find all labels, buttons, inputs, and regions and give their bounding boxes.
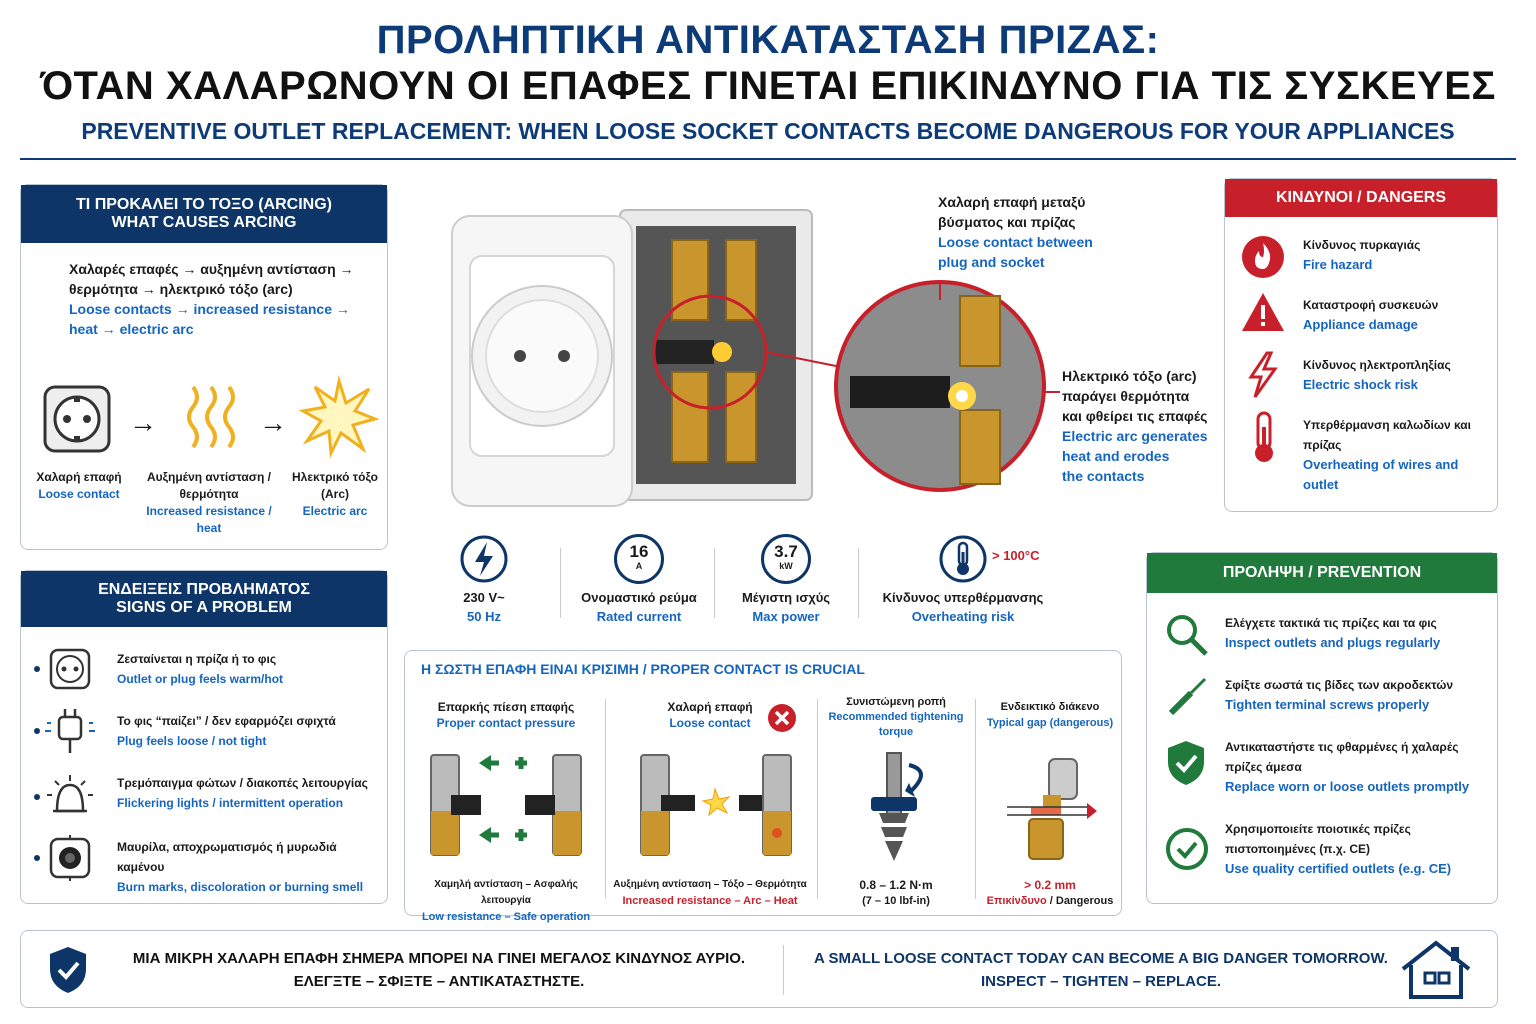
prevention-panel: [1146, 552, 1498, 904]
spec-voltage-en: 50 Hz: [467, 609, 501, 624]
sign-3-en: Flickering lights / intermittent operation: [117, 796, 344, 810]
heat-waves-icon: [181, 383, 241, 455]
prevention-head: ΠΡΟΛΗΨΗ / PREVENTION: [1222, 564, 1422, 581]
callout-arc-en-1: Electric arc generates: [1062, 428, 1208, 444]
contact-divider: [817, 699, 818, 899]
contact-col1-foot-en: Low resistance – Safe operation: [421, 911, 591, 923]
sign-1-en: Outlet or plug feels warm/hot: [117, 672, 284, 686]
danger-4-gr: Υπερθέρμανση καλωδίων και πρίζας: [1303, 418, 1471, 452]
spec-divider: [858, 548, 859, 618]
magnifier-icon: [1165, 613, 1209, 657]
prevent-1-en: Inspect outlets and plugs regularly: [1225, 635, 1441, 650]
lightning-icon: [459, 534, 509, 584]
signs-head-gr: ΕΝΔΕΙΞΕΙΣ ΠΡΟΒΛΗΜΑΤΟΣ: [98, 581, 310, 598]
signs-head-en: SIGNS OF A PROBLEM: [116, 599, 292, 616]
prevent-1-gr: Ελέγχετε τακτικά τις πρίζες και τα φις: [1225, 616, 1437, 630]
power-badge-unit: kW: [779, 561, 793, 571]
current-badge-unit: A: [635, 561, 643, 571]
footer-gr-1: ΜΙΑ ΜΙΚΡΗ ΧΑΛΑΡΗ ΕΠΑΦΗ ΣΗΜΕΡΑ ΜΠΟΡΕΙ ΝΑ ΓΙΝΕΙ ΜΕΓΑΛΟΣ ΚΙΝΔΥΝΟΣ ΑΥΡΙΟ.: [132, 950, 746, 967]
sign-2-en: Plug feels loose / not tight: [117, 734, 267, 748]
danger-3-en: Electric shock risk: [1303, 377, 1418, 392]
contact-head: Η ΣΩΣΤΗ ΕΠΑΦΗ ΕΙΝΑΙ ΚΡΙΣΙΜΗ / PROPER CONTACT IS CRUCIAL: [421, 661, 865, 677]
danger-2-en: Appliance damage: [1303, 317, 1418, 332]
power-badge-icon: [761, 534, 811, 584]
overheat-thermometer-icon: [1249, 411, 1279, 465]
loose-contact-diagram: [637, 751, 797, 859]
contact-col3-gr: Συνιστώμενη ροπή: [846, 696, 946, 708]
callout-loose-gr-1: Χαλαρή επαφή μεταξύ: [938, 194, 1086, 210]
arcing-chain-gr-1: Χαλαρές επαφές → αυξημένη αντίσταση →: [69, 261, 354, 277]
footer-gr-2: ΕΛΕΓΞΤΕ – ΣΦΙΞΤΕ – ΑΝΤΙΚΑΤΑΣΤΗΣΤΕ.: [293, 973, 585, 990]
spec-current-en: Rated current: [596, 609, 682, 624]
contact-panel: [404, 650, 1122, 923]
gap-diagram: [1003, 755, 1103, 865]
spec-power-en: Max power: [752, 609, 820, 624]
proper-contact-diagram: [427, 751, 587, 859]
plug-icon: [33, 709, 109, 753]
sign-1-gr: Ζεσταίνεται η πρίζα ή το φις: [117, 652, 277, 666]
footer-en-1: A SMALL LOOSE CONTACT TODAY CAN BECOME A BIG DANGER TOMORROW.: [814, 950, 1388, 967]
arcing-chain-gr-2: θερμότητα → ηλεκτρικό τόξο (arc): [69, 281, 293, 297]
step-3-gr: Ηλεκτρικό τόξο (Arc): [291, 470, 378, 501]
contact-col4-foot-en-2: / Dangerous: [1046, 895, 1114, 907]
arcing-head-gr: ΤΙ ΠΡΟΚΑΛΕΙ ΤΟ ΤΟΞΟ (ARCING): [76, 196, 332, 213]
house-icon: [1399, 939, 1473, 1001]
contact-col2-en: Loose contact: [669, 716, 751, 730]
contact-col4-foot-en-1: Επικίνδυνο: [986, 895, 1047, 907]
arcing-panel: [20, 184, 388, 550]
callout-loose-en-1: Loose contact between: [938, 234, 1093, 250]
spec-power-gr: Μέγιστη ισχύς: [741, 590, 831, 605]
contact-col2-foot-en: Increased resistance – Arc – Heat: [622, 895, 798, 907]
outlet-icon: [43, 385, 111, 453]
arcing-head-en: WHAT CAUSES ARCING: [111, 214, 297, 231]
spec-overheat-en: Overheating risk: [911, 609, 1015, 624]
spec-current-gr: Ονομαστικό ρεύμα: [581, 590, 697, 605]
step-1-gr: Χαλαρή επαφή: [36, 470, 122, 484]
title-greek-line-2: ΌΤΑΝ ΧΑΛΑΡΩΝΟΥΝ ΟΙ ΕΠΑΦΕΣ ΓΙΝΕΤΑΙ ΕΠΙΚΙΝΔΥΝΟ ΓΙΑ ΤΙΣ ΣΥΣΚΕΥΕΣ: [40, 64, 1496, 108]
bell-lamp-icon: [33, 771, 109, 819]
check-circle-icon: [1165, 827, 1209, 871]
step-2-gr: Αυξημένη αντίσταση / θερμότητα: [147, 470, 271, 501]
contact-col1-gr: Επαρκής πίεση επαφής: [437, 700, 575, 714]
contact-divider: [605, 699, 606, 899]
step-3-en: Electric arc: [302, 504, 368, 518]
callout-arc-en-3: the contacts: [1062, 468, 1145, 484]
callout-arc-gr-3: και φθείρει τις επαφές: [1062, 408, 1208, 424]
error-x-icon: [767, 703, 797, 733]
footer-shield-icon: [47, 945, 89, 995]
danger-1-gr: Κίνδυνος πυρκαγιάς: [1303, 238, 1421, 252]
dangers-panel: [1224, 178, 1498, 512]
prevent-2-gr: Σφίξτε σωστά τις βίδες των ακροδεκτών: [1225, 678, 1454, 692]
title-greek-line-1: ΠΡΟΛΗΠΤΙΚΗ ΑΝΤΙΚΑΤΑΣΤΑΣΗ ΠΡΙΖΑΣ:: [376, 18, 1160, 62]
burn-mark-icon: [33, 835, 109, 881]
contact-col3-foot-en: (7 – 10 lbf-in): [862, 895, 930, 907]
current-badge-icon: [614, 534, 664, 584]
contact-col3-foot-gr: 0.8 – 1.2 N·m: [859, 878, 933, 892]
step-1-en: Loose contact: [38, 487, 120, 501]
signs-outlet-icon: [33, 647, 109, 691]
signs-panel-header: [21, 571, 387, 627]
arrow-icon: →: [259, 407, 287, 438]
spec-power: [726, 534, 846, 624]
contact-col4-gr: Ενδεικτικό διάκενο: [1000, 701, 1100, 713]
sign-2-gr: Το φις “παίζει” / δεν εφαρμόζει σφιχτά: [117, 714, 336, 728]
arcing-chain-en-2: heat → electric arc: [69, 321, 194, 337]
prevent-4-gr: Χρησιμοποιείτε ποιοτικές πρίζες πιστοποιημένες (π.χ. CE): [1225, 822, 1411, 856]
danger-1-en: Fire hazard: [1303, 257, 1373, 272]
callout-arc-gr-2: παράγει θερμότητα: [1062, 388, 1190, 404]
title-english: PREVENTIVE OUTLET REPLACEMENT: WHEN LOOSE SOCKET CONTACTS BECOME DANGEROUS FOR YOUR APPLIANCES: [81, 118, 1455, 144]
arcing-panel-header: [21, 185, 387, 243]
dangers-panel-header: [1225, 179, 1497, 217]
danger-2-gr: Καταστροφή συσκευών: [1303, 298, 1439, 312]
arrow-icon: →: [129, 407, 157, 438]
callout-arc-gr-1: Ηλεκτρικό τόξο (arc): [1062, 368, 1197, 384]
dangers-head: ΚΙΝΔΥΝΟΙ / DANGERS: [1275, 189, 1447, 206]
prevention-panel-header: [1147, 553, 1497, 593]
contact-divider: [975, 699, 976, 899]
spec-divider: [560, 548, 561, 618]
callout-loose-en-2: plug and socket: [938, 254, 1045, 270]
power-badge-value: 3.7: [774, 542, 798, 561]
contact-col4-en: Typical gap (dangerous): [986, 717, 1114, 729]
contact-col2-foot-gr: Αυξημένη αντίσταση – Τόξο – Θερμότητα: [613, 879, 807, 890]
screwdriver-icon: [1165, 675, 1209, 719]
contact-col4-foot-gr: > 0.2 mm: [1024, 878, 1076, 892]
footer-banner: [20, 930, 1498, 1008]
electric-arc-icon: [301, 379, 377, 455]
spec-voltage-gr: 230 V~: [463, 590, 505, 605]
prevent-3-en: Replace worn or loose outlets promptly: [1225, 779, 1470, 794]
contact-col3-en: Recommended tightening torque: [828, 711, 964, 738]
torque-screw-diagram: [859, 751, 939, 869]
danger-4-en: Overheating of wires and outlet: [1303, 457, 1459, 492]
header-divider: [20, 158, 1516, 160]
shock-icon: [1247, 351, 1279, 399]
sign-4-en: Burn marks, discoloration or burning smell: [117, 880, 364, 894]
spec-overheat: [876, 534, 1050, 624]
prevent-2-en: Tighten terminal screws properly: [1225, 697, 1430, 712]
spec-overheat-gr: Κίνδυνος υπερθέρμανσης: [882, 590, 1044, 605]
thermometer-icon: [938, 534, 988, 584]
spec-divider: [714, 548, 715, 618]
contact-col2-gr: Χαλαρή επαφή: [667, 700, 753, 714]
signs-panel: [20, 570, 388, 904]
sign-3-gr: Τρεμόπαιγμα φώτων / διακοπές λειτουργίας: [117, 776, 368, 790]
prevent-4-en: Use quality certified outlets (e.g. CE): [1225, 861, 1452, 876]
shield-check-icon: [1165, 739, 1207, 787]
spec-current: [572, 534, 706, 624]
sign-4-gr: Μαυρίλα, αποχρωματισμός ή μυρωδιά καμένου: [117, 840, 337, 874]
footer-en-2: INSPECT – TIGHTEN – REPLACE.: [980, 973, 1222, 990]
danger-3-gr: Κίνδυνος ηλεκτροπληξίας: [1303, 358, 1451, 372]
fire-icon: [1241, 235, 1285, 279]
overheat-temp: > 100°C: [992, 548, 1040, 563]
spec-voltage: [424, 534, 544, 624]
prevent-3-gr: Αντικαταστήστε τις φθαρμένες ή χαλαρές πρίζες άμεσα: [1225, 740, 1459, 774]
arcing-chain-en-1: Loose contacts → increased resistance →: [69, 301, 350, 317]
callout-loose-gr-2: βύσματος και πρίζας: [938, 214, 1076, 230]
contact-col1-foot-gr: Χαμηλή αντίσταση – Ασφαλής λειτουργία: [434, 879, 578, 906]
contact-col1-en: Proper contact pressure: [436, 716, 576, 730]
step-2-en: Increased resistance / heat: [146, 504, 272, 535]
current-badge-value: 16: [629, 542, 649, 561]
footer-divider: [783, 945, 784, 995]
callout-arc-en-2: heat and erodes: [1062, 448, 1170, 464]
warning-icon: [1241, 291, 1285, 333]
